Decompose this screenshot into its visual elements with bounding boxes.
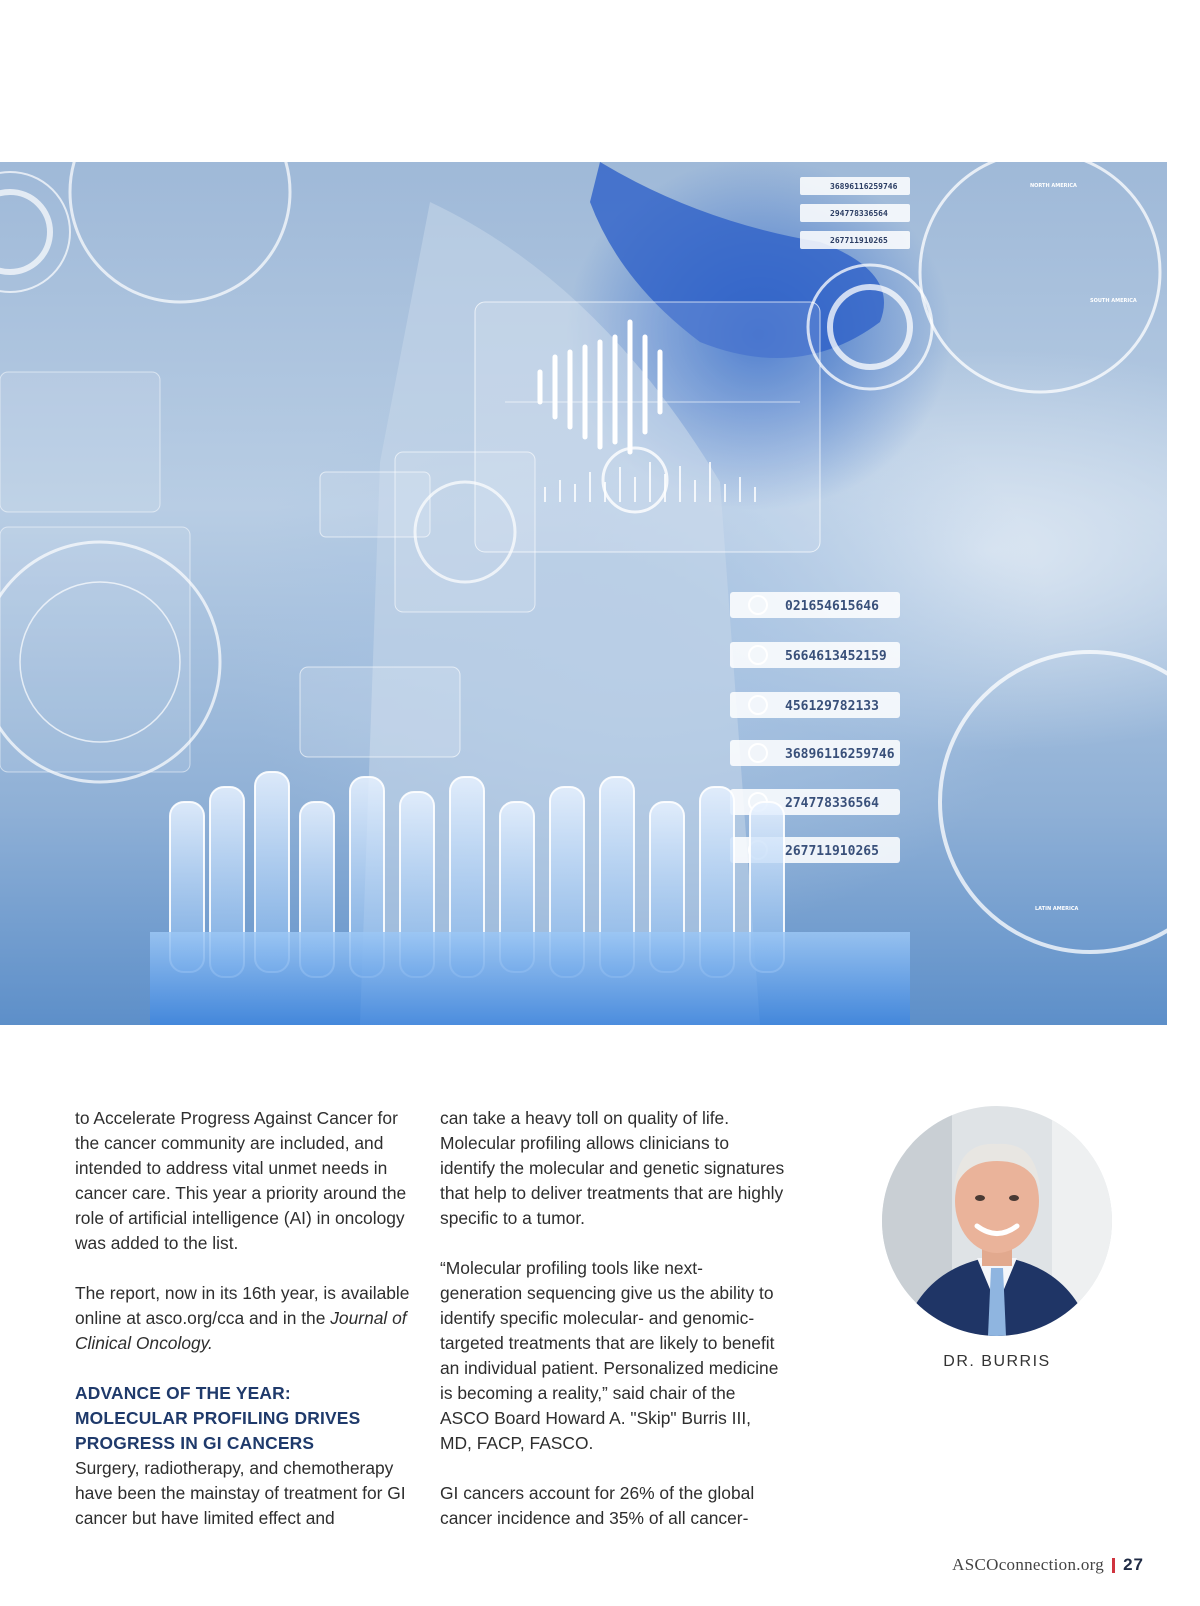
footer-divider	[1112, 1558, 1115, 1573]
left-paragraph-2-text: The report, now in its 16th year, is available online at asco.org/cca and in the	[75, 1283, 410, 1328]
middle-paragraph-3: GI cancers account for 26% of the global cancer incidence and 35% of all cancer-	[440, 1483, 755, 1528]
portrait-illustration	[882, 1106, 1112, 1336]
mini-code-list	[800, 177, 910, 249]
footer-site[interactable]: ASCOconnection.org	[952, 1555, 1105, 1574]
map-label-south-america: SOUTH AMERICA	[1090, 298, 1137, 304]
left-paragraph-2	[75, 1281, 420, 1356]
map-label-north-america: NORTH AMERICA	[1030, 183, 1077, 189]
code-5: 274778336564	[785, 796, 879, 811]
section-heading-line-1: ADVANCE OF THE YEAR:	[75, 1383, 291, 1403]
section-heading-line-3: PROGRESS IN GI CANCERS	[75, 1433, 315, 1453]
article-column-left	[75, 1106, 420, 1556]
article-column-middle	[440, 1106, 785, 1556]
code-6: 267711910265	[785, 844, 879, 859]
left-paragraph-1: to Accelerate Progress Against Cancer for the cancer community are included, and intended to address vital unmet needs in cancer care. This year a priority around the role of artificial intelligence (AI) in oncology was added to the list.	[75, 1108, 407, 1253]
section-heading	[75, 1381, 420, 1456]
section-heading-line-2: MOLECULAR PROFILING DRIVES	[75, 1408, 361, 1428]
code-3: 456129782133	[785, 699, 879, 714]
map-labels	[1030, 183, 1137, 912]
map-label-latin-america: LATIN AMERICA	[1035, 906, 1079, 912]
hero-image	[0, 162, 1167, 1025]
page-number: 27	[1123, 1555, 1144, 1574]
middle-paragraph-1: can take a heavy toll on quality of life. Molecular profiling allows clinicians to identify the molecular and genetic signatures that help to deliver treatments that are highly specific to a tumor.	[440, 1108, 785, 1228]
code-2: 5664613452159	[785, 649, 887, 664]
portrait-caption: DR. BURRIS	[943, 1353, 1051, 1370]
code-4: 36896116259746	[785, 747, 895, 762]
journal-title: Journal of Clinical Oncology.	[75, 1308, 407, 1353]
mini-code-2: 294778336564	[830, 209, 888, 218]
burris-portrait	[882, 1106, 1112, 1336]
page-footer	[952, 1555, 1144, 1575]
code-1: 021654615646	[785, 599, 879, 614]
mini-code-3: 267711910265	[830, 236, 888, 245]
mini-code-1: 36896116259746	[830, 182, 898, 191]
hero-illustration	[0, 162, 1167, 1025]
middle-paragraph-2: “Molecular profiling tools like next-generation sequencing give us the ability to identify specific molecular- and genomic-targeted treatments that are likely to benefit an individual patient. Personalized medicine is becoming a reality,” said chair of the ASCO Board Howard A. "Skip" Burris III, MD, FACP, FASCO.	[440, 1258, 779, 1453]
left-paragraph-3: Surgery, radiotherapy, and chemotherapy have been the mainstay of treatment for GI cancer but have limited effect and	[75, 1458, 406, 1528]
tube-rack	[150, 932, 910, 1025]
